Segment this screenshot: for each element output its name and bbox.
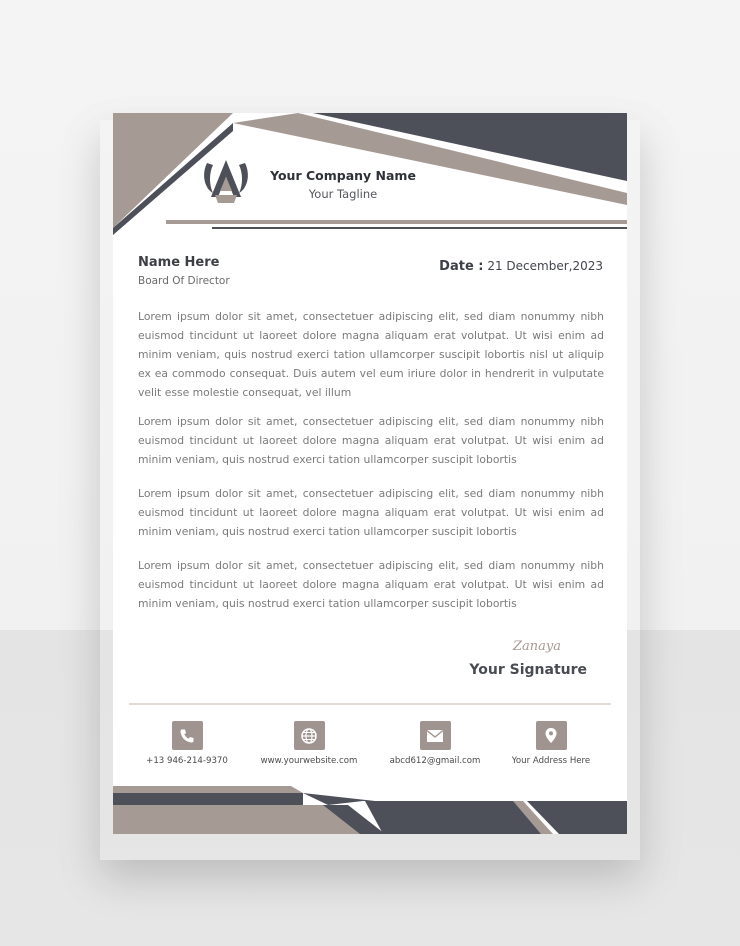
company-name: Your Company Name bbox=[270, 168, 416, 183]
date-line bbox=[439, 259, 603, 274]
recipient-name: Name Here bbox=[138, 255, 220, 270]
company-tagline: Your Tagline bbox=[308, 187, 378, 201]
contact-phone-text: +13 946-214-9370 bbox=[146, 756, 228, 766]
date-label: Date : bbox=[439, 259, 484, 274]
contact-website bbox=[249, 721, 369, 766]
phone-icon bbox=[172, 721, 203, 750]
signature-label: Your Signature bbox=[469, 662, 587, 678]
recipient-title: Board Of Director bbox=[138, 275, 230, 287]
mail-icon bbox=[420, 721, 451, 750]
globe-icon bbox=[294, 721, 325, 750]
company-logo-icon bbox=[201, 157, 251, 207]
contact-address bbox=[491, 721, 611, 766]
contact-website-text: www.yourwebsite.com bbox=[260, 756, 358, 766]
contact-address-text: Your Address Here bbox=[511, 756, 591, 766]
body-paragraph-3: Lorem ipsum dolor sit amet, consectetuer adipiscing elit, sed diam nonummy nibh euismod tincidunt ut laoreet dolore magna aliquam erat volutpat. Ut wisi enim ad minim veniam, quis nostrud exerci tation ullamcorper suscipit lobortis bbox=[138, 487, 604, 538]
date-value: 21 December,2023 bbox=[487, 259, 603, 273]
footer-divider bbox=[129, 703, 611, 705]
location-pin-icon bbox=[536, 721, 567, 750]
body-paragraph-4: Lorem ipsum dolor sit amet, consectetuer adipiscing elit, sed diam nonummy nibh euismod tincidunt ut laoreet dolore magna aliquam erat volutpat. Ut wisi enim ad minim veniam, quis nostrud exerci tation ullamcorper suscipit lobortis bbox=[138, 559, 604, 610]
letterhead-page bbox=[113, 113, 627, 834]
body-paragraph-1: Lorem ipsum dolor sit amet, consectetuer adipiscing elit, sed diam nonummy nibh euismod tincidunt ut laoreet dolore magna aliquam erat volutpat. Ut wisi enim ad minim veniam, quis nostrud exerci tation ullamcorper suscipit lobortis nisl ut aliquip ex ea commodo consequat. Duis autem vel eum iriure dolor in hendrerit in vulputate velit esse molestie consequat, vel illum bbox=[138, 310, 604, 399]
body-paragraph-2: Lorem ipsum dolor sit amet, consectetuer adipiscing elit, sed diam nonummy nibh euismod tincidunt ut laoreet dolore magna aliquam erat volutpat. Ut wisi enim ad minim veniam, quis nostrud exerci tation ullamcorper suscipit lobortis bbox=[138, 415, 604, 466]
contact-email-text: abcd612@gmail.com bbox=[389, 756, 481, 766]
contact-email bbox=[375, 721, 495, 766]
signature-script: Zanaya bbox=[512, 639, 561, 654]
footer-decoration bbox=[113, 783, 627, 834]
contact-phone bbox=[127, 721, 247, 766]
